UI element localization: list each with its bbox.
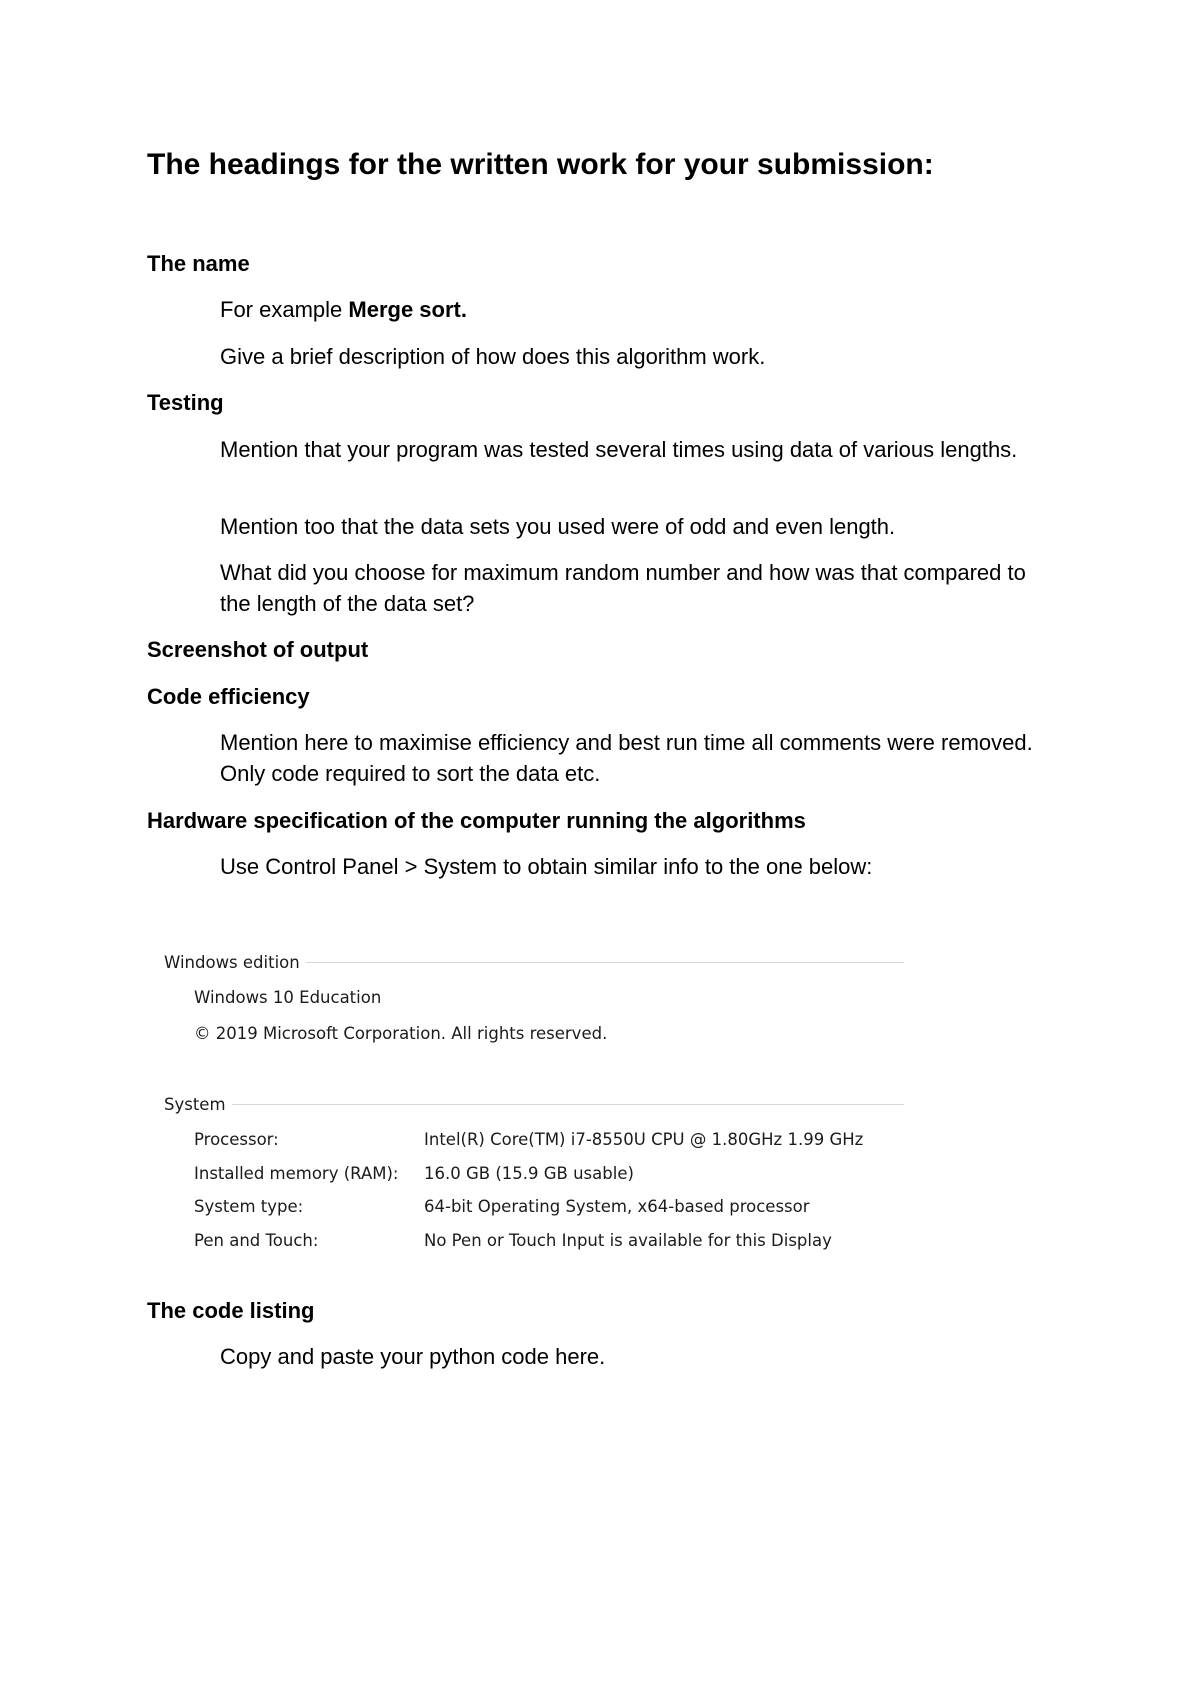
system-row-value: 64-bit Operating System, x64-based processor — [424, 1197, 810, 1216]
system-row-key: System type: — [194, 1197, 304, 1216]
system-group — [164, 1092, 904, 1116]
system-info-screenshot — [160, 940, 910, 1270]
heading-hardware-specification: Hardware specification of the computer running the algorithms — [147, 808, 806, 833]
system-row-key: Processor: — [194, 1130, 279, 1149]
windows-edition-value: Windows 10 Education — [194, 988, 382, 1007]
windows-edition-group — [164, 950, 904, 974]
system-label: System — [164, 1094, 226, 1114]
document-title: The headings for the written work for your submission: — [147, 148, 934, 181]
testing-paragraph-2: Mention too that the data sets you used were of odd and even length. — [220, 514, 896, 539]
heading-code-efficiency: Code efficiency — [147, 684, 310, 709]
heading-screenshot-of-output: Screenshot of output — [147, 637, 369, 662]
system-row-value: Intel(R) Core(TM) i7-8550U CPU @ 1.80GHz 1.99 GHz — [424, 1130, 864, 1149]
name-description: Give a brief description of how does this algorithm work. — [220, 344, 766, 369]
name-example-bold: Merge sort. — [348, 297, 467, 322]
system-row-key: Pen and Touch: — [194, 1231, 319, 1250]
heading-the-name: The name — [147, 251, 250, 276]
group-divider — [232, 1104, 904, 1105]
name-example — [220, 294, 1060, 325]
group-divider — [306, 962, 904, 963]
name-example-prefix: For example — [220, 297, 349, 322]
copyright-text: © 2019 Microsoft Corporation. All rights reserved. — [194, 1024, 608, 1043]
testing-paragraph-1: Mention that your program was tested several times using data of various lengths. — [220, 437, 1018, 462]
windows-edition-label: Windows edition — [164, 952, 300, 972]
efficiency-paragraph: Mention here to maximise efficiency and best run time all comments were removed. Only code required to sort the data etc. — [220, 730, 1033, 786]
heading-testing: Testing — [147, 390, 224, 415]
heading-code-listing: The code listing — [147, 1298, 315, 1323]
testing-paragraph-3: What did you choose for maximum random number and how was that compared to the length of the data set? — [220, 560, 1026, 616]
hardware-paragraph: Use Control Panel > System to obtain similar info to the one below: — [220, 854, 873, 879]
system-row-value: 16.0 GB (15.9 GB usable) — [424, 1164, 634, 1183]
system-row-value: No Pen or Touch Input is available for this Display — [424, 1231, 832, 1250]
system-row-key: Installed memory (RAM): — [194, 1164, 399, 1183]
code-listing-paragraph: Copy and paste your python code here. — [220, 1344, 606, 1369]
